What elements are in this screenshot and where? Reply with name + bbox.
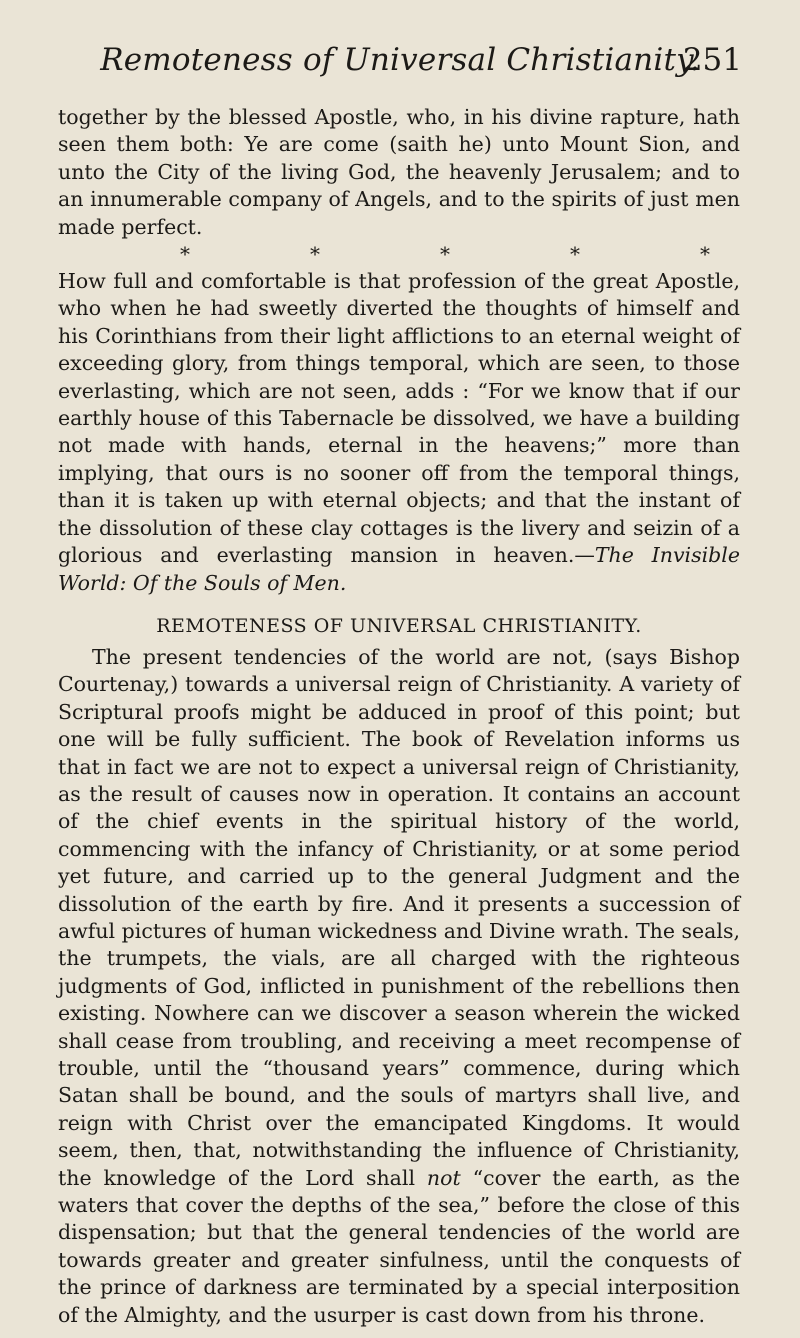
section-heading: REMOTENESS OF UNIVERSAL CHRISTIANITY.: [156, 614, 642, 637]
paragraph-courtenay-text-2: “cover the earth, as the waters that cover the depths of the sea,” before the close of this dispensation; but that the general tendencies of the world are towards greater and greater sinfulness, until the conquests of the prince of darkness are terminated by a special interposition of the Almighty, and the usurper is cast down from his throne.: [58, 1165, 740, 1327]
paragraph-apostle-text: How full and comfortable is that profession of the great Apostle, who when he had sweetly diverted the thoughts of himself and his Corinthians from their light afflictions to an eternal weight of exceeding glory, from things temporal, which are seen, to those everlasting, which are not seen, adds : “For we know that if our earthly house of this Tabernacle be dissolved, we have a building not made with hands, eternal in the heavens;” more than implying, that ours is no sooner off from the temporal things, than it is taken up with eternal objects; and that the instant of the dissolution of these clay cottages is the livery and seizin of a glorious and everlasting mansion in heaven.—: [58, 269, 740, 568]
asterisk: *: [180, 242, 190, 267]
paragraph-courtenay: [58, 644, 740, 1329]
emphasis-not: not: [426, 1165, 461, 1190]
source-citation: The Invisible World: Of the Souls of Men.: [58, 543, 740, 595]
paragraph-courtenay-text-1: The present tendencies of the world are not, (says Bishop Courtenay,) towards a universal reign of Christianity. A variety of Scriptural proofs might be adduced in proof of this point; but one will be fully sufficient. The book of Revelation informs us that in fact we are not to expect a universal reign of Christianity, as the result of causes now in operation. It contains an account of the chief events in the spiritual history of the world, commencing with the infancy of Christianity, or at some period yet future, and carried up to the general Judgment and the dissolution of the earth by fire. And it presents a succession of awful pictures of human wickedness and Divine wrath. The seals, the trumpets, the vials, are all charged with the righteous judgments of God, inflicted in punishment of the rebellions then existing. Nowhere can we discover a season wherein the wicked shall cease from troubling, and receiving a meet recompense of trouble, until the “thousand years” commence, during which Satan shall be bound, and the souls of martyrs shall live, and reign with Christ over the emancipated Kingdoms. It would seem, then, that, notwithstanding the influence of Christianity, the knowledge of the Lord shall: [58, 644, 740, 1190]
running-title: Remoteness of Universal Christianity.: [100, 42, 700, 78]
ornament-asterisks: [58, 241, 740, 268]
asterisk: *: [570, 242, 580, 267]
asterisk: *: [700, 242, 710, 267]
asterisk: *: [310, 242, 320, 267]
asterisk: *: [440, 242, 450, 267]
page-header: [0, 38, 800, 88]
paragraph-continuation: together by the blessed Apostle, who, in his divine rapture, hath seen them both: Ye are come (saith he) unto Mount Sion, and unto the City of the living God, the heavenly Jerusalem; and to an innumerable company of Angels, and to the spirits of just men made perfect.: [58, 105, 740, 239]
paragraph-apostle: [58, 268, 740, 597]
body-text: [58, 104, 740, 1329]
page-number: 251: [682, 42, 742, 78]
